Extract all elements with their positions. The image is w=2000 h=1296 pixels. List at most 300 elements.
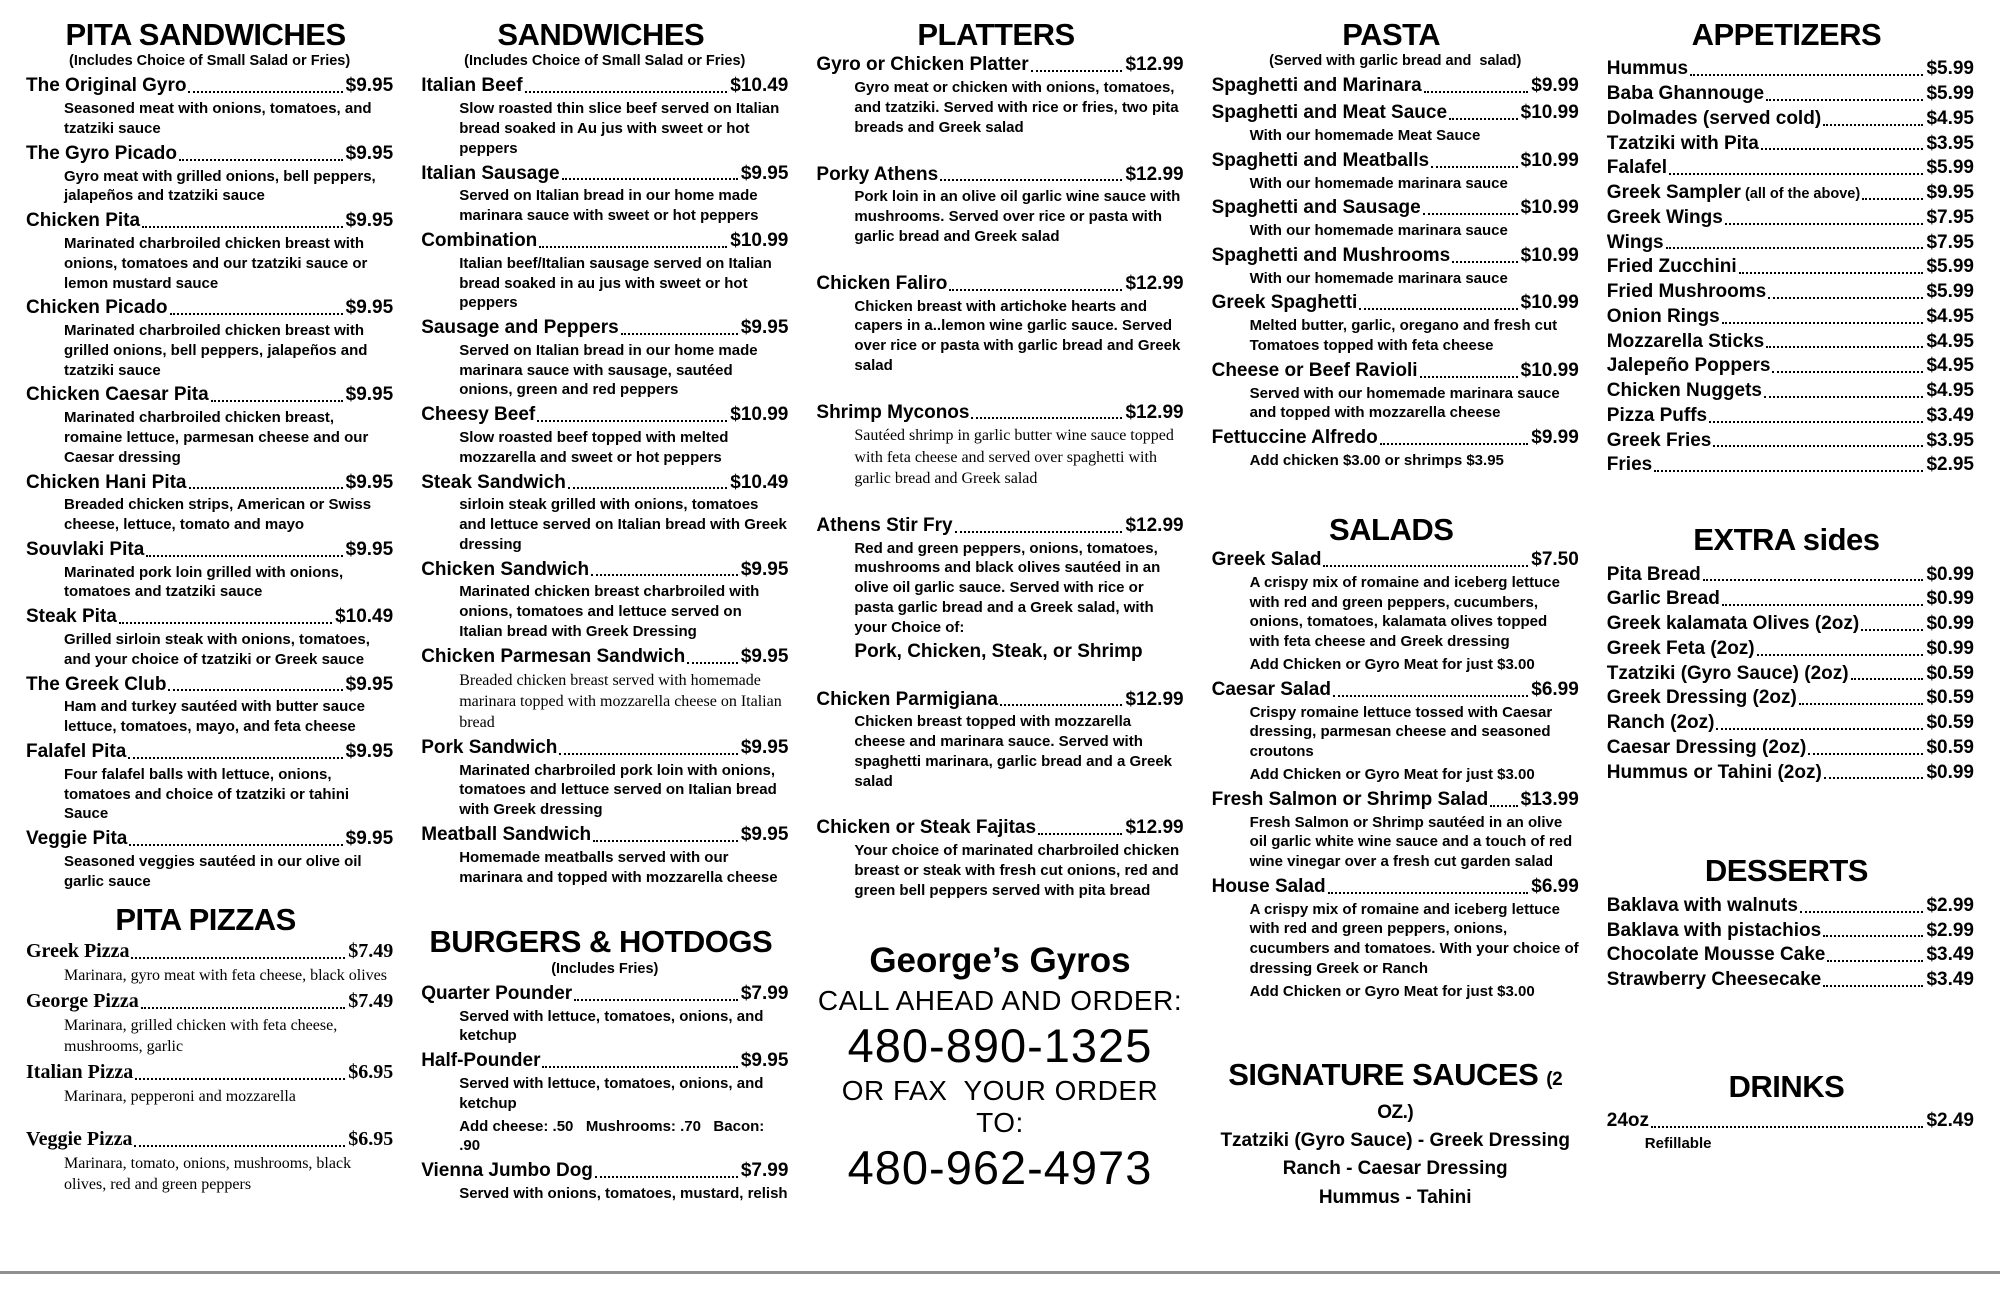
item-price: $4.95 xyxy=(1926,107,1974,129)
section-drinks xyxy=(1607,1070,1974,1154)
item-row xyxy=(1607,181,1974,205)
dotted-leader xyxy=(1772,371,1923,373)
menu-item xyxy=(1212,74,1579,98)
item-description: Seasoned meat with onions, tomatoes, and tzatziki sauce xyxy=(64,100,372,138)
item-name-wrap xyxy=(1607,453,1652,477)
section-subtitle: (Includes Choice of Small Salad or Fries) xyxy=(464,53,746,70)
section-title-text: SALADS xyxy=(1328,511,1454,547)
item-name: Fried Zucchini xyxy=(1606,256,1737,278)
menu-item xyxy=(1607,379,1974,403)
item-row xyxy=(816,272,1183,296)
item-row xyxy=(1212,196,1579,220)
item-name: Tzatziki (Gyro Sauce) (2oz) xyxy=(1606,662,1849,684)
item-row xyxy=(26,827,393,851)
item-name-wrap xyxy=(421,74,522,98)
item-name-wrap xyxy=(421,558,589,582)
item-price: $7.49 xyxy=(348,939,394,962)
item-name: Spaghetti and Sausage xyxy=(1211,197,1421,219)
item-name: Chicken Sandwich xyxy=(421,558,590,580)
item-name: Vienna Jumbo Dog xyxy=(421,1160,593,1182)
item-name-wrap xyxy=(26,740,126,764)
item-name-wrap xyxy=(1212,74,1422,98)
dotted-leader xyxy=(949,289,1122,291)
dotted-leader xyxy=(128,757,342,759)
item-name: Chicken Parmesan Sandwich xyxy=(421,645,686,667)
menu-item xyxy=(26,1060,393,1107)
item-price: $4.95 xyxy=(1926,355,1974,377)
item-name: Steak Sandwich xyxy=(421,471,566,493)
item-price: $6.99 xyxy=(1531,875,1579,897)
dotted-leader xyxy=(1799,703,1924,705)
section-items xyxy=(26,74,393,891)
item-row xyxy=(421,1159,788,1183)
item-price: $9.95 xyxy=(345,828,394,850)
menu-column-3 xyxy=(816,18,1183,1212)
menu-item xyxy=(421,823,788,887)
section-contact xyxy=(816,941,1183,1195)
item-price: $2.95 xyxy=(1926,454,1974,476)
section-desserts xyxy=(1607,854,1974,991)
item-price: $3.49 xyxy=(1926,969,1974,991)
item-name-wrap xyxy=(26,673,166,697)
item-name-wrap xyxy=(26,209,140,233)
menu-item xyxy=(1607,330,1974,354)
menu-item xyxy=(1607,231,1974,255)
item-name: Spaghetti and Meatballs xyxy=(1211,149,1430,171)
item-name-wrap xyxy=(1212,359,1418,383)
item-row xyxy=(421,74,788,98)
item-row xyxy=(816,401,1183,425)
item-row xyxy=(1212,149,1579,173)
item-description: With our homemade Meat Sauce xyxy=(1249,126,1481,144)
item-name-wrap xyxy=(816,163,938,187)
menu-item xyxy=(816,816,1183,900)
item-description: Breaded chicken breast served with homemade marinara topped with mozzarella cheese on Italian bread xyxy=(459,671,782,731)
item-description: Fresh Salmon or Shrimp sautéed in an olive oil garlic white wine sauce and a touch of red wine vinegar over a fresh cut garden salad xyxy=(1249,813,1573,871)
item-price: $7.99 xyxy=(740,1160,789,1182)
menu-item xyxy=(1212,788,1579,872)
item-description: Chicken breast with artichoke hearts and capers in a..lemon wine garlic sauce. Served over rice or pasta with garlic bread and Greek salad xyxy=(854,297,1181,374)
contact-line-3: 480-890-1325 xyxy=(847,1018,1153,1072)
item-row xyxy=(1607,379,1974,403)
item-row xyxy=(1212,426,1579,450)
item-name: Caesar Salad xyxy=(1211,678,1331,700)
item-name: Combination xyxy=(421,229,538,251)
item-price: $10.49 xyxy=(730,471,789,493)
item-name-wrap xyxy=(26,296,168,320)
item-name-wrap xyxy=(1607,305,1720,329)
item-row xyxy=(1607,280,1974,304)
dotted-leader xyxy=(1490,805,1517,807)
item-name-wrap xyxy=(1212,788,1489,812)
item-name: Spaghetti and Meat Sauce xyxy=(1211,102,1448,124)
item-price: $9.95 xyxy=(740,824,789,846)
item-description: sirloin steak grilled with onions, tomatoes and lettuce served on Italian bread with Greek dressing xyxy=(459,496,787,553)
item-price: $10.49 xyxy=(730,75,789,97)
section-items xyxy=(1212,74,1579,470)
item-row xyxy=(1607,1109,1974,1133)
item-name-wrap xyxy=(1607,563,1701,587)
dotted-leader xyxy=(1739,272,1924,274)
section-subtitle: (Includes Choice of Small Salad or Fries) xyxy=(68,53,351,70)
dotted-leader xyxy=(146,555,342,557)
item-extra-note: Add Chicken or Gyro Meat for just $3.00 xyxy=(1249,982,1535,1000)
section-title xyxy=(26,903,393,936)
item-price: $2.99 xyxy=(1926,894,1974,916)
menu-item xyxy=(1607,280,1974,304)
item-price: $10.99 xyxy=(730,404,789,426)
item-name: The Greek Club xyxy=(26,673,167,695)
item-description: Four falafel balls with lettuce, onions, tomatoes and choice of tzatziki or tahini Sauce xyxy=(64,765,350,823)
item-row xyxy=(1607,231,1974,255)
menu-item xyxy=(816,688,1183,792)
menu-item xyxy=(1607,563,1974,587)
item-price: $3.95 xyxy=(1926,429,1974,451)
item-name: The Gyro Picado xyxy=(26,142,177,164)
item-price: $4.95 xyxy=(1926,330,1974,352)
section-title-text: SANDWICHES xyxy=(497,17,705,52)
item-name-wrap xyxy=(1607,686,1797,710)
dotted-leader xyxy=(1713,445,1923,447)
item-row xyxy=(1607,968,1974,992)
menu-item xyxy=(26,740,393,824)
item-name: Baklava with pistachios xyxy=(1606,919,1822,941)
item-name-wrap xyxy=(1212,678,1331,702)
item-row xyxy=(421,558,788,582)
menu-item xyxy=(1212,291,1579,355)
item-row xyxy=(816,514,1183,538)
item-price: $9.95 xyxy=(1926,182,1974,204)
menu-item xyxy=(1607,637,1974,661)
item-price: $2.99 xyxy=(1926,919,1974,941)
item-name: Fries xyxy=(1606,454,1653,476)
dotted-leader xyxy=(1722,322,1924,324)
dotted-leader xyxy=(1808,753,1923,755)
dotted-leader xyxy=(1666,247,1924,249)
item-row xyxy=(1607,330,1974,354)
item-name: Chicken Pita xyxy=(26,210,141,232)
item-name-wrap xyxy=(26,939,129,964)
item-extra-note: Add Chicken or Gyro Meat for just $3.00 xyxy=(1249,656,1535,674)
item-name-wrap xyxy=(1212,291,1358,315)
item-price: $0.59 xyxy=(1926,736,1974,758)
section-title xyxy=(1212,18,1579,51)
item-price: $9.95 xyxy=(740,317,789,339)
item-name: Garlic Bread xyxy=(1606,588,1720,610)
item-price: $10.99 xyxy=(1520,197,1579,219)
item-name-wrap xyxy=(421,162,559,186)
menu-item xyxy=(1212,678,1579,785)
item-row xyxy=(1607,305,1974,329)
item-name-wrap xyxy=(816,401,969,425)
item-name: Cheesy Beef xyxy=(421,404,536,426)
item-name: Italian Beef xyxy=(421,75,523,97)
item-name: Chicken Faliro xyxy=(816,272,948,294)
item-price: $5.99 xyxy=(1926,157,1974,179)
item-price: $7.50 xyxy=(1531,549,1579,571)
section-signature-sauces xyxy=(1212,1058,1579,1212)
item-name: Greek Dressing (2oz) xyxy=(1606,687,1797,709)
menu-item xyxy=(26,1127,393,1195)
item-name: Wings xyxy=(1606,231,1664,253)
item-name-wrap xyxy=(816,53,1028,77)
dotted-leader xyxy=(129,844,342,846)
item-description: Italian beef/Italian sausage served on Italian bread soaked in au jus with sweet or hot peppers xyxy=(459,254,772,312)
section-items xyxy=(1212,548,1579,1002)
item-description: Served with our homemade marinara sauce and topped with mozzarella cheese xyxy=(1249,384,1560,422)
item-name-wrap xyxy=(1607,132,1759,156)
item-name-wrap xyxy=(1607,662,1849,686)
item-name: Sausage and Peppers xyxy=(421,317,619,339)
item-name-wrap xyxy=(421,316,618,340)
item-name: Quarter Pounder xyxy=(421,982,573,1004)
item-price: $6.95 xyxy=(348,1061,394,1084)
menu-item xyxy=(1607,968,1974,992)
section-sandwiches xyxy=(421,18,788,887)
item-row xyxy=(1212,788,1579,812)
menu-item xyxy=(421,229,788,313)
menu-item xyxy=(1607,943,1974,967)
item-name: Fettuccine Alfredo xyxy=(1211,427,1378,449)
item-price: $0.59 xyxy=(1926,687,1974,709)
item-name: Chicken or Steak Fajitas xyxy=(816,817,1037,839)
section-title xyxy=(26,18,393,51)
section-title xyxy=(1607,854,1974,887)
item-name: Greek Pizza xyxy=(26,939,130,962)
section-items xyxy=(816,53,1183,900)
item-name-wrap xyxy=(1607,231,1664,255)
item-price: $9.95 xyxy=(345,538,394,560)
dotted-leader xyxy=(574,999,738,1001)
item-row xyxy=(26,1060,393,1085)
item-name: Half-Pounder xyxy=(421,1050,541,1072)
menu-item xyxy=(26,538,393,602)
item-price: $9.99 xyxy=(1531,75,1579,97)
item-price: $9.99 xyxy=(1531,427,1579,449)
item-row xyxy=(816,53,1183,77)
item-row xyxy=(1607,637,1974,661)
item-name-wrap xyxy=(1607,587,1720,611)
contact-line-5: 480-962-4973 xyxy=(847,1140,1153,1194)
section-extra-sides xyxy=(1607,523,1974,784)
item-price: $9.95 xyxy=(345,740,394,762)
item-name-wrap xyxy=(26,538,144,562)
dotted-leader xyxy=(1703,579,1924,581)
item-row xyxy=(26,989,393,1014)
item-price: $7.49 xyxy=(348,990,394,1013)
item-name: House Salad xyxy=(1211,875,1326,897)
item-name: Onion Rings xyxy=(1606,305,1720,327)
item-description: With our homemade marinara sauce xyxy=(1249,174,1508,192)
dotted-leader xyxy=(142,226,343,228)
item-price: $12.99 xyxy=(1125,163,1184,185)
menu-item xyxy=(816,514,1183,663)
item-price: $9.95 xyxy=(345,471,394,493)
item-name: Gyro or Chicken Platter xyxy=(816,54,1029,76)
item-price: $9.95 xyxy=(740,162,789,184)
dotted-leader xyxy=(1761,148,1924,150)
dotted-leader xyxy=(131,957,345,959)
item-price: $5.99 xyxy=(1926,58,1974,80)
menu-item xyxy=(1607,181,1974,205)
item-name: Falafel Pita xyxy=(26,740,127,762)
item-name: Pizza Puffs xyxy=(1606,404,1708,426)
item-extra-note: Add Chicken or Gyro Meat for just $3.00 xyxy=(1249,765,1535,783)
menu-item xyxy=(421,736,788,820)
menu-item xyxy=(421,471,788,555)
item-name: Italian Sausage xyxy=(421,162,560,184)
section-title-text: PITA SANDWICHES xyxy=(65,17,346,52)
item-description: Marinated charbroiled chicken breast, romaine lettuce, parmesan cheese and our Caesar dressing xyxy=(64,409,369,466)
item-row xyxy=(1607,587,1974,611)
item-name: Strawberry Cheesecake xyxy=(1606,969,1822,991)
item-row xyxy=(421,736,788,760)
section-title xyxy=(421,18,788,51)
section-pita-sandwiches xyxy=(26,18,393,891)
menu-column-1 xyxy=(26,18,393,1212)
item-description: Served with onions, tomatoes, mustard, relish xyxy=(459,1184,788,1202)
dotted-leader xyxy=(135,1078,345,1080)
item-name-wrap xyxy=(1607,637,1755,661)
menu-item xyxy=(1607,1109,1974,1154)
item-name-wrap xyxy=(1607,57,1688,81)
item-row xyxy=(421,162,788,186)
item-row xyxy=(1607,662,1974,686)
item-price: $5.99 xyxy=(1926,256,1974,278)
item-row xyxy=(1607,894,1974,918)
menu-item xyxy=(1607,404,1974,428)
item-price: $12.99 xyxy=(1125,54,1184,76)
item-price: $12.99 xyxy=(1125,272,1184,294)
item-row xyxy=(26,471,393,495)
item-name-wrap xyxy=(1607,82,1764,106)
item-name-wrap xyxy=(1607,612,1859,636)
item-price: $0.59 xyxy=(1926,712,1974,734)
item-description: A crispy mix of romaine and iceberg lettuce with red and green peppers, cucumbers, onions, tomatoes, kalamata olives topped with feta cheese and Greek dressing xyxy=(1249,573,1560,651)
item-name-wrap xyxy=(26,383,209,407)
item-name-wrap xyxy=(1607,255,1737,279)
brand-name: George’s Gyros xyxy=(869,940,1131,980)
menu-item xyxy=(816,163,1183,247)
item-name-wrap xyxy=(1607,107,1821,131)
item-name-wrap xyxy=(26,1127,132,1152)
menu-item xyxy=(1212,244,1579,289)
dotted-leader xyxy=(568,487,727,489)
item-row xyxy=(26,383,393,407)
menu-item xyxy=(421,1159,788,1204)
item-price: $13.99 xyxy=(1520,788,1579,810)
signature-sauces-line-1: Tzatziki (Gyro Sauce) - Greek Dressing xyxy=(1220,1129,1570,1151)
item-description: Breaded chicken strips, American or Swiss cheese, lettuce, tomato and mayo xyxy=(64,496,372,534)
item-name-wrap xyxy=(1607,280,1766,304)
menu-item xyxy=(1212,359,1579,423)
menu-column-2 xyxy=(421,18,788,1212)
menu-item xyxy=(1607,82,1974,106)
item-description: Slow roasted thin slice beef served on Italian bread soaked in Au jus with sweet or hot peppers xyxy=(459,100,780,157)
item-name-wrap xyxy=(421,736,557,760)
item-name: Falafel xyxy=(1606,157,1667,179)
dotted-leader xyxy=(1861,629,1923,631)
item-description: Marinated charbroiled pork loin with onions, tomatoes and lettuce served on Italian bread with Greek dressing xyxy=(459,761,777,819)
item-name: George Pizza xyxy=(26,990,139,1013)
item-row xyxy=(816,688,1183,712)
item-row xyxy=(1212,875,1579,899)
item-row xyxy=(1607,736,1974,760)
menu-item xyxy=(1607,919,1974,943)
menu-item xyxy=(26,296,393,380)
menu-item xyxy=(26,939,393,986)
menu-item xyxy=(1607,587,1974,611)
dotted-leader xyxy=(562,178,738,180)
item-description: Red and green peppers, onions, tomatoes, mushrooms and black olives sautéed in an olive oil garlic sauce. Served with rice or pasta garlic bread and a Greek salad, with your Choice of: xyxy=(854,539,1161,636)
menu-item xyxy=(1607,429,1974,453)
menu-item xyxy=(1607,255,1974,279)
menu-item xyxy=(1607,761,1974,785)
menu-item xyxy=(1607,132,1974,156)
item-row xyxy=(1212,291,1579,315)
menu-item xyxy=(421,982,788,1046)
item-row xyxy=(421,403,788,427)
item-name: Italian Pizza xyxy=(26,1061,134,1084)
item-row xyxy=(421,471,788,495)
dotted-leader xyxy=(1452,261,1518,263)
menu-item xyxy=(1607,354,1974,378)
section-title-text: PLATTERS xyxy=(917,17,1075,52)
menu-item xyxy=(421,74,788,158)
menu-item xyxy=(26,74,393,138)
item-row xyxy=(1607,711,1974,735)
item-row xyxy=(1212,244,1579,268)
item-price: $9.95 xyxy=(345,142,394,164)
item-row xyxy=(816,163,1183,187)
item-name-wrap xyxy=(421,1049,540,1073)
dotted-leader xyxy=(1709,421,1923,423)
item-description: Grilled sirloin steak with onions, tomatoes, and your choice of tzatziki or Greek sauce xyxy=(64,631,370,668)
menu-item xyxy=(1607,305,1974,329)
item-name: Spaghetti and Marinara xyxy=(1211,75,1422,97)
section-appetizers xyxy=(1607,18,1974,477)
item-row xyxy=(26,939,393,964)
item-row xyxy=(26,538,393,562)
menu-item xyxy=(816,272,1183,376)
dotted-leader xyxy=(539,246,727,248)
item-name: Baba Ghannouge xyxy=(1606,83,1765,105)
item-description: Your choice of marinated charbroiled chicken breast or steak with fresh cut onions, red and green bell peppers served with pita bread xyxy=(854,842,1180,899)
dotted-leader xyxy=(134,1145,345,1147)
menu-item xyxy=(1607,206,1974,230)
item-name: Caesar Dressing (2oz) xyxy=(1606,736,1807,758)
section-pita-pizzas xyxy=(26,903,393,1195)
item-row xyxy=(1212,74,1579,98)
item-name: Souvlaki Pita xyxy=(26,538,145,560)
item-name: Shrimp Myconos xyxy=(816,401,970,423)
menu-item xyxy=(1607,156,1974,180)
menu-item xyxy=(26,383,393,467)
item-name: Meatball Sandwich xyxy=(421,824,592,846)
dotted-leader xyxy=(1764,396,1923,398)
contact-line-4: OR FAX YOUR ORDER TO: xyxy=(841,1074,1167,1138)
dotted-leader xyxy=(1431,166,1518,168)
item-name-wrap xyxy=(1607,379,1762,403)
section-items xyxy=(26,939,393,1196)
item-name-wrap xyxy=(1607,736,1807,760)
item-name-wrap xyxy=(1607,330,1764,354)
item-price: $9.95 xyxy=(740,1050,789,1072)
contact-line-2: CALL AHEAD AND ORDER: xyxy=(817,984,1183,1016)
item-price: $6.99 xyxy=(1531,678,1579,700)
menu-item xyxy=(421,1049,788,1156)
item-row xyxy=(1607,132,1974,156)
